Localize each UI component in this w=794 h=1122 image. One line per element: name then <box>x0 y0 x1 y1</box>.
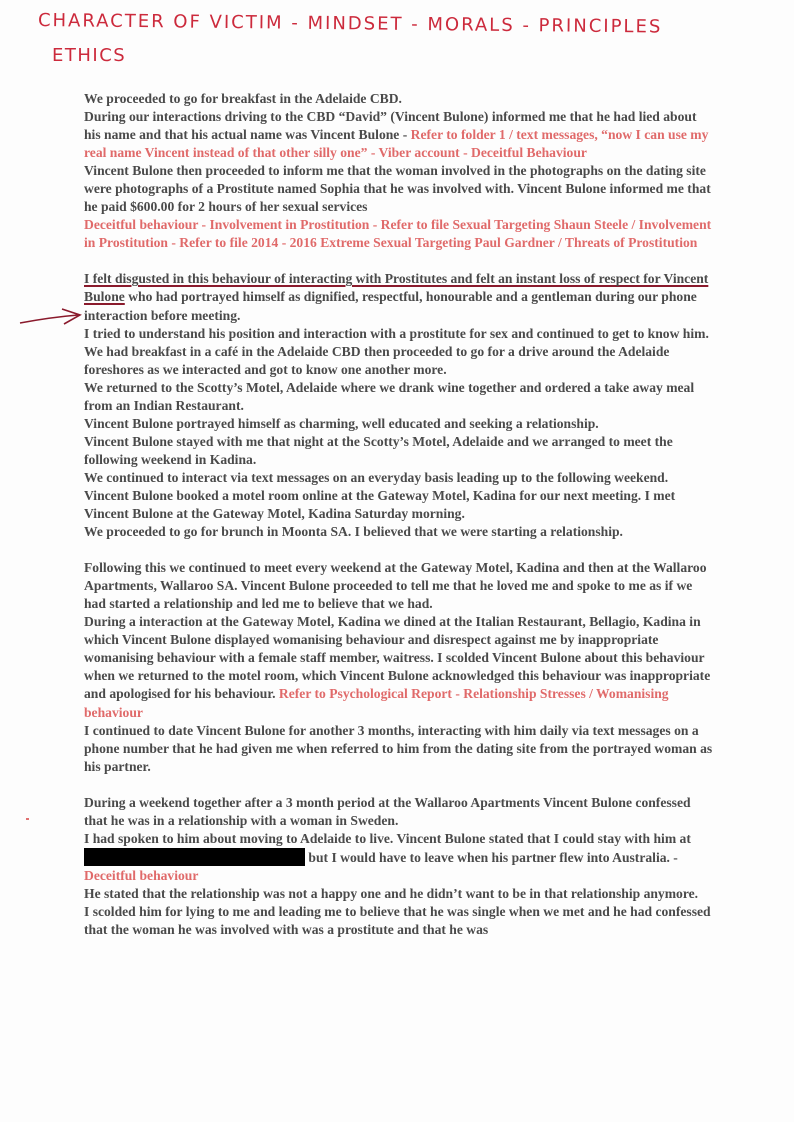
paragraph <box>84 162 714 216</box>
paragraph: He stated that the relationship was not a happy one and he didn’t want to be in that relationship anymore. <box>84 885 699 901</box>
paragraph-text: but I would have to leave when his partner flew into Australia. - <box>305 849 678 865</box>
paragraph: I scolded him for lying to me and leading me to believe that he was single when we met and he had confessed that the woman he was involved with was a prostitute and that he was <box>84 903 711 938</box>
paragraph-text: who had portrayed himself as dignified, respectful, honourable and a gentleman during our phone interaction before meeting. <box>84 289 697 323</box>
paragraph: Following this we continued to meet every weekend at the Gateway Motel, Kadina and then at the Wallaroo Apartments, Wallaroo SA. Vincent Bulone proceeded to tell me that he loved me and spoke to me as if we had started a relationship and led me to believe that we had. <box>84 560 707 612</box>
paragraph-text: During a interaction at the Gateway Motel, Kadina we dined at the Italian Restaurant, Bellagio, Kadina in which Vincent Bulone displayed womanising behaviour and disrespect against me by inappropriate womanising behaviour with a female staff member, waitress. I scolded Vincent Bulone about this behaviour when we returned to the motel room, which Vincent Bulone acknowledged this behaviour was inappropriate and apologised for his behaviour. <box>84 614 711 702</box>
paragraph-text: Vincent Bulone then proceeded to inform me that the woman involved in the photographs on the dating site were photographs of a Prostitute named Sophia that he was involved with. Vincent Bulone informed me that he paid $600.00 for 2 hours of her sexual services <box>84 163 711 215</box>
paragraph <box>84 270 714 324</box>
handwritten-heading-line1: CHARACTER OF VICTIM - MINDSET - MORALS - PRINCIPLES <box>37 10 663 38</box>
redaction-box <box>84 848 305 866</box>
handwritten-arrow-icon <box>18 306 88 328</box>
paragraph: I continued to date Vincent Bulone for another 3 months, interacting with him daily via text messages on a phone number that he had given me when referred to him from the dating site from the portrayed woman as his partner. <box>84 722 713 774</box>
paragraph: We returned to the Scotty’s Motel, Adelaide where we drank wine together and ordered a take away meal from an Indian Restaurant. <box>84 379 695 413</box>
reference-note: Deceitful behaviour - Involvement in Prostitution - Refer to file Sexual Targeting Shaun Steele / Involvement in Prostitution - Refer to file 2014 - 2016 Extreme Sexual Targeting Paul Gardner / Threats of Prostitution <box>84 217 712 251</box>
handwritten-heading-line2: ETHICS <box>52 45 127 66</box>
paragraph-text: During our interactions driving to the CBD “David” (Vincent Bulone) informed me that he had lied about his name and that his actual name was Vincent Bulone - <box>84 109 697 143</box>
paragraph <box>84 613 714 721</box>
paragraph: We proceeded to go for breakfast in the Adelaide CBD. <box>84 91 402 106</box>
reference-note: Deceitful behaviour <box>84 867 199 883</box>
paragraph <box>84 830 714 885</box>
underlined-text: I felt disgusted in this behaviour of interacting with Prostitutes and felt an instant loss of respect for Vincent Bulone <box>84 271 709 305</box>
stray-mark <box>26 818 29 820</box>
reference-note: Refer to Psychological Report - Relationship Stresses / Womanising behaviour <box>84 686 669 720</box>
paragraph: We proceeded to go for brunch in Moonta SA. I believed that we were starting a relationship. <box>84 524 623 540</box>
document-body <box>84 90 714 939</box>
reference-note: Refer to folder 1 / text messages, “now I can use my real name Vincent instead of that other silly one” - Viber account - Deceitful Behaviour <box>84 127 709 161</box>
paragraph <box>84 108 714 162</box>
paragraph-text: I had spoken to him about moving to Adelaide to live. Vincent Bulone stated that I could stay with him at <box>84 830 691 846</box>
paragraph: Vincent Bulone portrayed himself as charming, well educated and seeking a relationship. <box>84 415 599 431</box>
paragraph: During a weekend together after a 3 month period at the Wallaroo Apartments Vincent Bulone confessed that he was in a relationship with a woman in Sweden. <box>84 794 691 828</box>
paragraph: Vincent Bulone stayed with me that night at the Scotty’s Motel, Adelaide and we arranged to meet the following weekend in Kadina. <box>84 433 673 467</box>
paragraph: I tried to understand his position and interaction with a prostitute for sex and continued to get to know him. We had breakfast in a café in the Adelaide CBD then proceeded to go for a drive around the Adelaide foreshores as we interacted and got to know one another more. <box>84 325 709 377</box>
paragraph: We continued to interact via text messages on an everyday basis leading up to the following weekend. Vincent Bulone booked a motel room online at the Gateway Motel, Kadina for our next meeting. I met Vincent Bulone at the Gateway Motel, Kadina Saturday morning. <box>84 469 676 522</box>
